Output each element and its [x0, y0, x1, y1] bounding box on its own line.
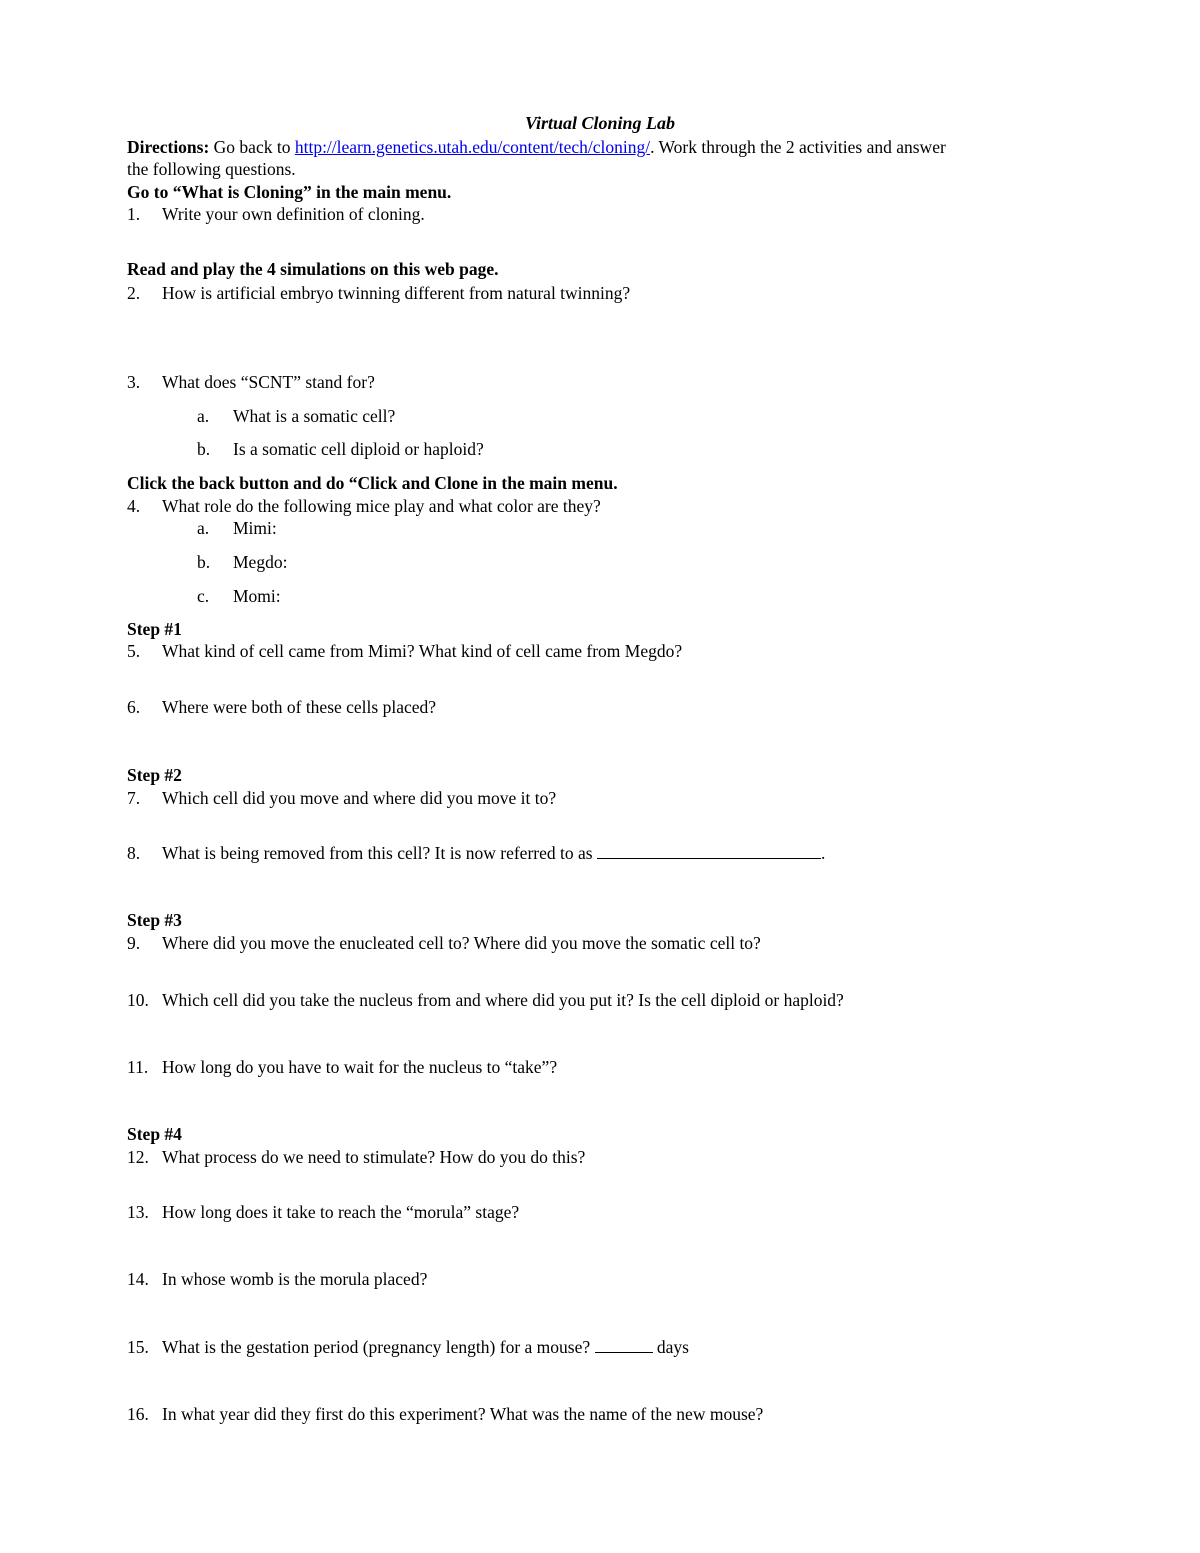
question-text: How is artificial embryo twinning different from natural twinning? [162, 283, 631, 303]
question-text-line [162, 1336, 689, 1358]
question-number: 6. [127, 697, 141, 717]
question-text: How long does it take to reach the “morula” stage? [162, 1202, 520, 1222]
question-number: 2. [127, 283, 141, 303]
question-number: 7. [127, 788, 141, 808]
question-number: 13. [127, 1202, 149, 1222]
question-text: In what year did they first do this experiment? What was the name of the new mouse? [162, 1404, 764, 1424]
question-number: 11. [127, 1057, 149, 1077]
directions-label: Directions: [127, 137, 210, 157]
directions-line-2: the following questions. [127, 159, 296, 179]
subquestion-letter: a. [197, 518, 210, 538]
subquestion-text: Mimi: [233, 518, 277, 538]
question-number: 1. [127, 204, 141, 224]
directions-line [127, 136, 946, 158]
question-number: 12. [127, 1147, 149, 1167]
question-number: 16. [127, 1404, 149, 1424]
answer-blank[interactable] [597, 842, 821, 859]
section-step-2: Step #2 [127, 765, 182, 785]
question-number: 14. [127, 1269, 149, 1289]
question-text: What role do the following mice play and what color are they? [162, 496, 601, 516]
subquestion-text: Momi: [233, 586, 281, 606]
subquestion-letter: b. [197, 552, 211, 572]
section-click-and-clone: Click the back button and do “Click and Clone in the main menu. [127, 473, 618, 493]
subquestion-letter: b. [197, 439, 211, 459]
subquestion-letter: c. [197, 586, 210, 606]
question-text-after: . [820, 843, 826, 863]
section-simulations: Read and play the 4 simulations on this web page. [127, 259, 499, 279]
section-what-is-cloning: Go to “What is Cloning” in the main menu. [127, 182, 452, 202]
question-text: How long do you have to wait for the nucleus to “take”? [162, 1057, 558, 1077]
question-text: Write your own definition of cloning. [162, 204, 425, 224]
question-text: What kind of cell came from Mimi? What kind of cell came from Megdo? [162, 641, 683, 661]
subquestion-text: Is a somatic cell diploid or haploid? [233, 439, 484, 459]
question-text-after: days [652, 1337, 689, 1357]
question-number: 4. [127, 496, 141, 516]
question-text: Which cell did you move and where did you move it to? [162, 788, 557, 808]
question-text: Where were both of these cells placed? [162, 697, 437, 717]
question-number: 10. [127, 990, 149, 1010]
section-step-4: Step #4 [127, 1124, 182, 1144]
answer-blank[interactable] [595, 1336, 653, 1353]
question-text: What is the gestation period (pregnancy length) for a mouse? [162, 1337, 595, 1357]
question-number: 8. [127, 843, 141, 863]
cloning-site-link[interactable]: http://learn.genetics.utah.edu/content/tech/cloning/ [294, 137, 651, 157]
question-number: 9. [127, 933, 141, 953]
subquestion-text: What is a somatic cell? [233, 406, 396, 426]
question-text: What is being removed from this cell? It is now referred to as [162, 843, 597, 863]
section-step-1: Step #1 [127, 619, 182, 639]
question-number: 15. [127, 1337, 149, 1357]
directions-text-after: . Work through the 2 activities and answer [650, 137, 946, 157]
page-title: Virtual Cloning Lab [524, 113, 676, 133]
question-text: Where did you move the enucleated cell to? Where did you move the somatic cell to? [162, 933, 761, 953]
subquestion-text: Megdo: [233, 552, 288, 572]
directions-text-before: Go back to [209, 137, 295, 157]
subquestion-letter: a. [197, 406, 210, 426]
question-text: Which cell did you take the nucleus from and where did you put it? Is the cell diploid or haploid? [162, 990, 844, 1010]
question-text: In whose womb is the morula placed? [162, 1269, 428, 1289]
question-text: What does “SCNT” stand for? [162, 372, 375, 392]
question-number: 5. [127, 641, 141, 661]
question-text: What process do we need to stimulate? How do you do this? [162, 1147, 586, 1167]
question-text-line [162, 842, 825, 864]
question-number: 3. [127, 372, 141, 392]
section-step-3: Step #3 [127, 910, 182, 930]
